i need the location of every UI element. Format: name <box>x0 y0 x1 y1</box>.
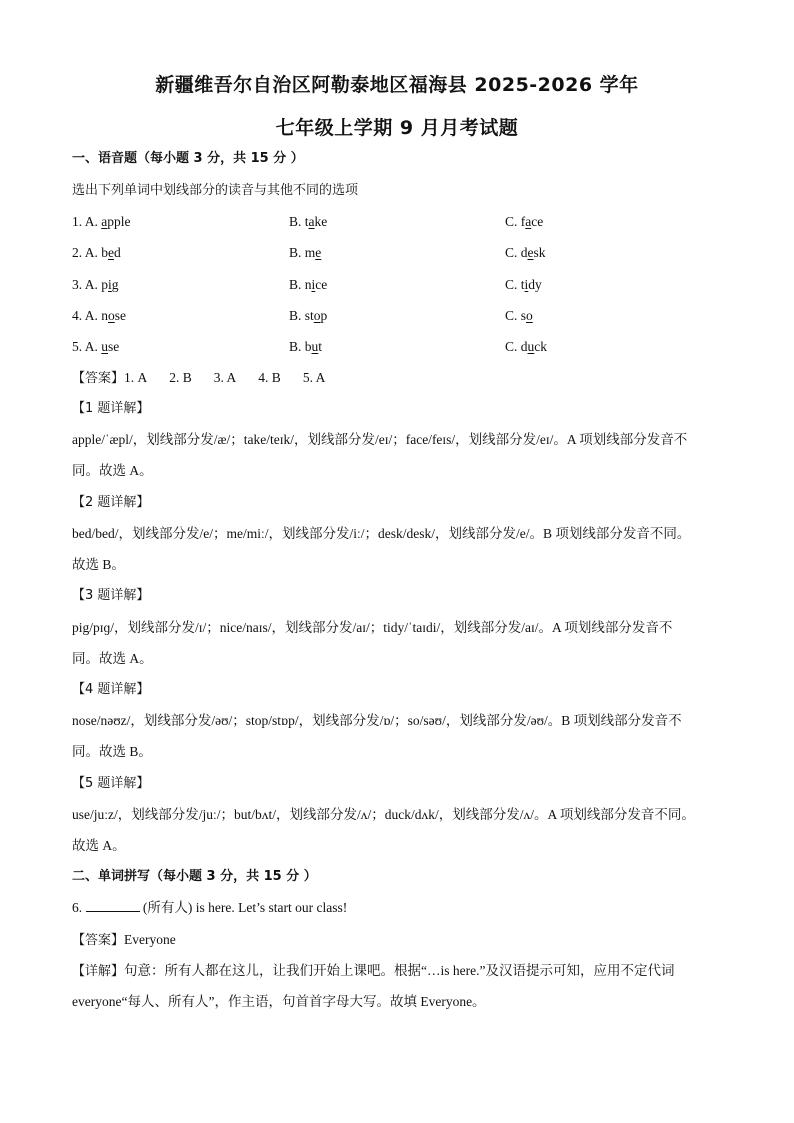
option-prefix: C. d <box>505 245 528 260</box>
detail-6-line-1 <box>72 962 674 981</box>
answer-label: 【答案】 <box>72 371 125 386</box>
option-prefix: C. t <box>505 277 525 292</box>
option-prefix: 5. A. <box>72 339 102 354</box>
option-prefix: 3. A. p <box>72 277 109 292</box>
option-suffix: se <box>114 308 127 323</box>
question-5-option-b <box>289 338 322 356</box>
exam-title-line-1: 新疆维吾尔自治区阿勒泰地区福海县 2025-2026 学年 <box>155 74 639 96</box>
option-underlined-letters: u <box>527 339 535 354</box>
detail-2-label: 【2 题详解】 <box>72 495 150 510</box>
detail-2-line-2: 故选 B。 <box>72 557 125 572</box>
question-2-option-a <box>72 244 121 262</box>
section-1-instruction: 选出下列单词中划线部分的读音与其他不同的选项 <box>72 183 359 198</box>
option-underlined-letters: o <box>526 308 533 323</box>
answer-4: 4. B <box>258 370 281 385</box>
option-prefix: 4. A. n <box>72 308 109 323</box>
option-suffix: ce <box>315 277 328 292</box>
option-underlined-letters: i <box>524 277 529 292</box>
question-2-option-b <box>289 244 321 262</box>
detail-6-label: 【详解】 <box>72 964 125 979</box>
detail-6-line-2: everyone“每人、所有人”，作主语，句首首字母大写。故填 Everyone。 <box>72 994 486 1009</box>
question-4-option-b <box>289 307 327 325</box>
answer-3: 3. A <box>213 370 237 385</box>
option-underlined-letters: e <box>108 245 115 260</box>
detail-3-line-2: 同。故选 A。 <box>72 651 153 666</box>
option-suffix: se <box>108 339 120 354</box>
question-6-text: (所有人) is here. Let’s start our class! <box>139 900 348 915</box>
option-prefix: C. f <box>505 214 526 229</box>
option-underlined-letters: u <box>101 339 109 354</box>
option-suffix: ck <box>534 339 548 354</box>
detail-4-line-2: 同。故选 B。 <box>72 744 152 759</box>
detail-6-text-1: 句意：所有人都在这儿，让我们开始上课吧。根据“…is here.”及汉语提示可知，应用不定代词 <box>124 963 675 978</box>
option-underlined-letters: o <box>313 308 321 323</box>
detail-4-label: 【4 题详解】 <box>72 682 150 697</box>
option-suffix: ke <box>314 214 328 229</box>
answer-6-row <box>72 931 176 950</box>
question-3-option-b <box>289 276 327 294</box>
detail-1-label: 【1 题详解】 <box>72 401 150 416</box>
detail-3-line-1: pig/pɪɡ/，划线部分发/ɪ/；nice/naɪs/，划线部分发/aɪ/；tidy/ˈtaɪdi/，划线部分发/aɪ/。A 项划线部分发音不 <box>72 620 673 635</box>
option-prefix: B. n <box>289 277 312 292</box>
answer-blank[interactable] <box>86 899 140 912</box>
question-1-option-b <box>289 213 327 231</box>
option-prefix: B. t <box>289 214 309 229</box>
answer-row <box>72 369 325 388</box>
question-4-option-c <box>505 307 533 325</box>
option-underlined-letters: i <box>108 277 112 292</box>
section-1-heading: 一、语音题（每小题 3 分，共 15 分 ） <box>72 151 304 166</box>
option-underlined-letters: a <box>101 214 108 229</box>
option-suffix: sk <box>533 245 546 260</box>
answer-5: 5. A <box>302 370 326 385</box>
option-suffix: t <box>318 339 323 354</box>
exam-title-line-2: 七年级上学期 9 月月考试题 <box>275 117 519 139</box>
option-suffix: ce <box>531 214 544 229</box>
option-suffix: p <box>320 308 328 323</box>
option-underlined-letters: e <box>315 245 322 260</box>
detail-2-line-1: bed/bed/，划线部分发/e/；me/miː/，划线部分发/iː/；desk/desk/，划线部分发/e/。B 项划线部分发音不同。 <box>72 526 691 541</box>
section-2-heading: 二、单词拼写（每小题 3 分，共 15 分 ） <box>72 869 317 884</box>
question-6 <box>72 899 347 917</box>
detail-5-line-2: 故选 A。 <box>72 838 126 853</box>
option-prefix: C. s <box>505 308 527 323</box>
answer-2: 2. B <box>169 370 192 385</box>
question-5-option-a <box>72 338 119 356</box>
detail-4-line-1: nose/nəʊz/，划线部分发/əʊ/；stop/stɒp/，划线部分发/ɒ/；so/səʊ/，划线部分发/əʊ/。B 项划线部分发音不 <box>72 713 682 728</box>
question-2-option-c <box>505 244 546 262</box>
option-prefix: B. m <box>289 245 316 260</box>
question-3-option-a <box>72 276 119 294</box>
question-1-option-a <box>72 213 131 231</box>
option-prefix: 1. A. <box>72 214 102 229</box>
option-suffix: d <box>114 245 121 260</box>
question-1-option-c <box>505 213 543 231</box>
option-prefix: B. b <box>289 339 312 354</box>
option-underlined-letters: o <box>108 308 115 323</box>
question-5-option-c <box>505 338 547 356</box>
option-underlined-letters: u <box>311 339 319 354</box>
question-3-option-c <box>505 276 542 294</box>
option-suffix: g <box>111 277 119 292</box>
option-prefix: 2. A. b <box>72 245 109 260</box>
detail-1-line-1: apple/ˈæpl/，划线部分发/æ/；take/teɪk/，划线部分发/eɪ/；face/feɪs/，划线部分发/eɪ/。A 项划线部分发音不 <box>72 432 688 447</box>
answer-6-value: Everyone <box>124 932 176 947</box>
detail-1-line-2: 同。故选 A。 <box>72 463 153 478</box>
option-suffix: pple <box>107 214 131 229</box>
option-underlined-letters: a <box>308 214 315 229</box>
option-suffix: dy <box>528 277 542 292</box>
option-prefix: B. st <box>289 308 314 323</box>
detail-5-line-1: use/juːz/，划线部分发/juː/；but/bʌt/，划线部分发/ʌ/；duck/dʌk/，划线部分发/ʌ/。A 项划线部分发音不同。 <box>72 807 695 822</box>
detail-3-label: 【3 题详解】 <box>72 588 150 603</box>
question-4-option-a <box>72 307 126 325</box>
option-underlined-letters: a <box>525 214 532 229</box>
question-6-number: 6. <box>72 900 83 915</box>
option-underlined-letters: e <box>527 245 534 260</box>
answer-1: 1. A <box>124 370 148 385</box>
option-underlined-letters: i <box>311 277 316 292</box>
answer-6-label: 【答案】 <box>72 933 125 948</box>
option-prefix: C. d <box>505 339 528 354</box>
detail-5-label: 【5 题详解】 <box>72 776 150 791</box>
